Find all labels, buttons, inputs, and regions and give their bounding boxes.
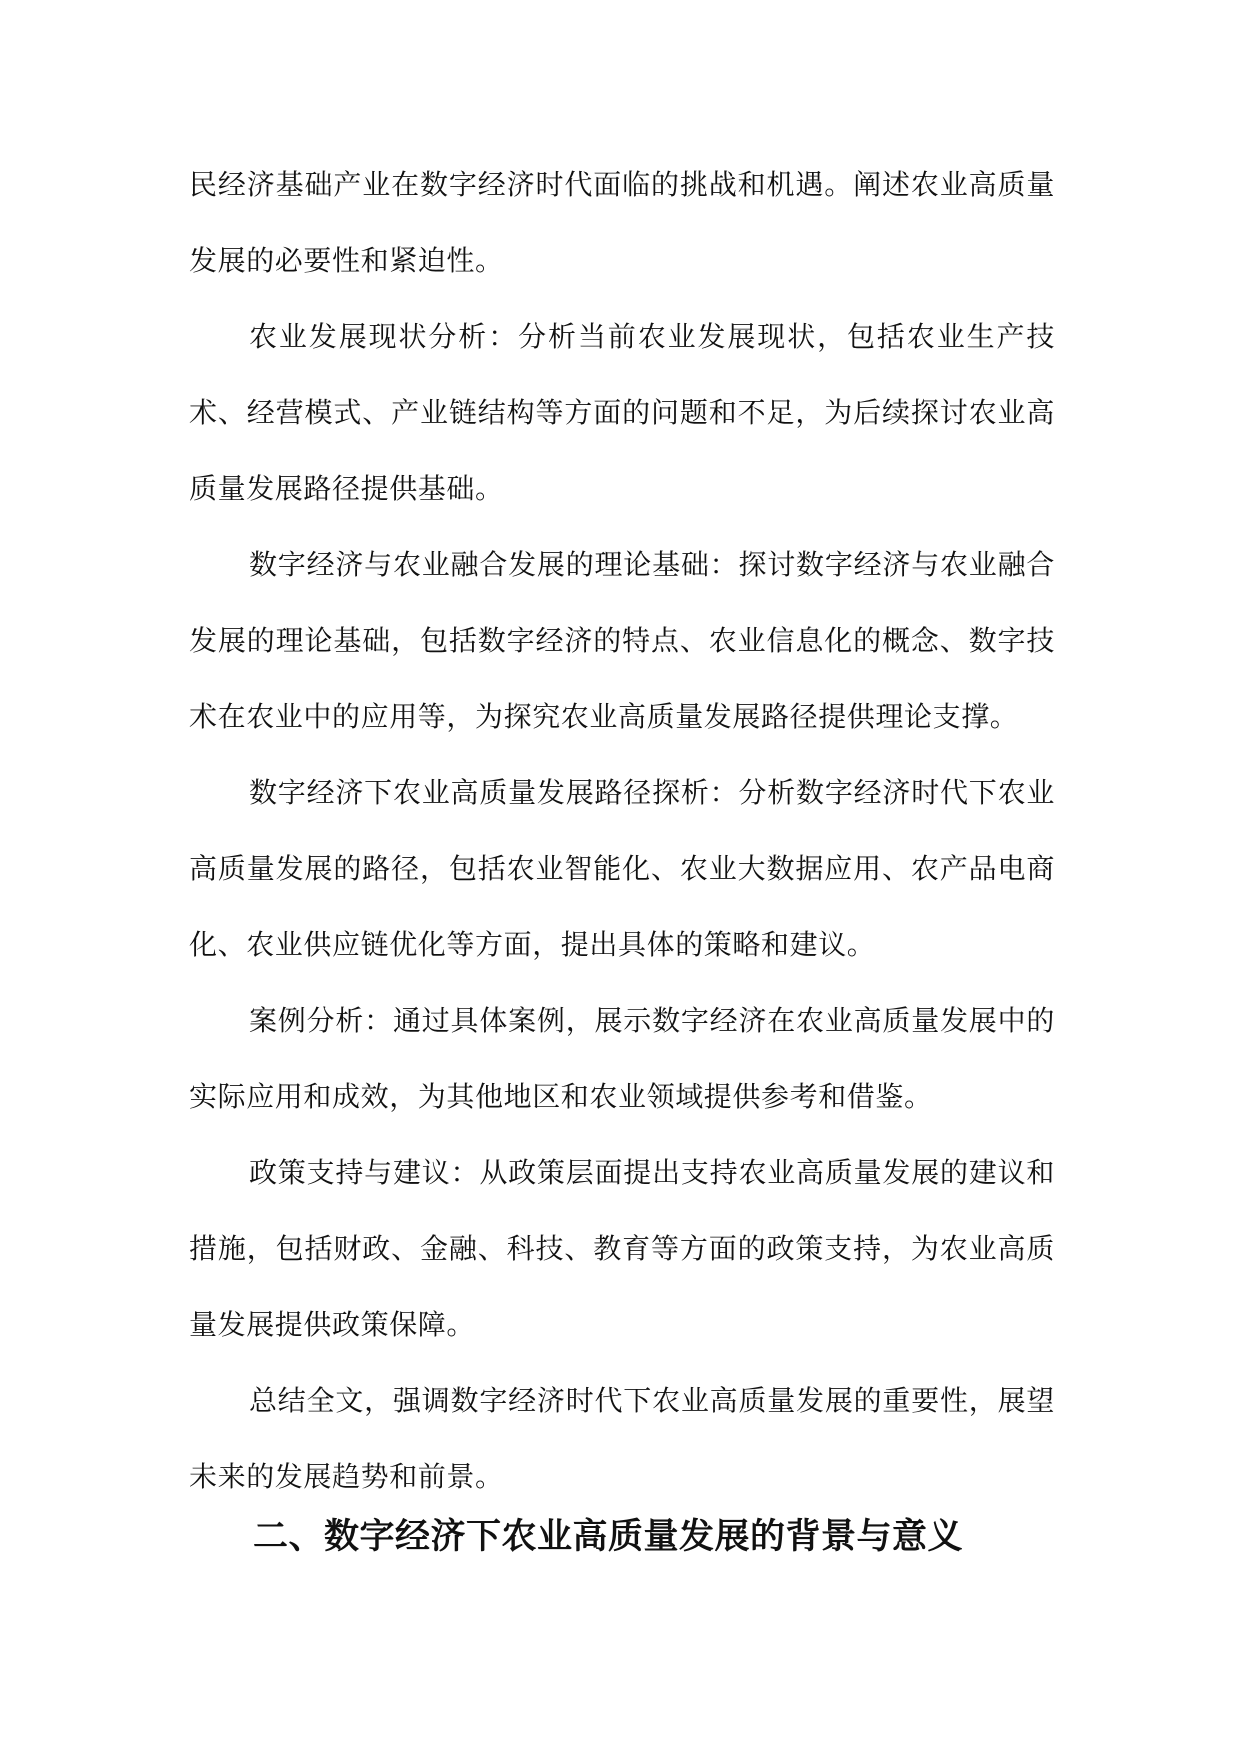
paragraph-case-analysis: 案例分析：通过具体案例，展示数字经济在农业高质量发展中的实际应用和成效，为其他地区和农业领域提供参考和借鉴。 bbox=[189, 1004, 1055, 1113]
paragraph-continuation: 民经济基础产业在数字经济时代面临的挑战和机遇。阐述农业高质量发展的必要性和紧迫性。 bbox=[189, 168, 1055, 277]
paragraph-theoretical-basis: 数字经济与农业融合发展的理论基础：探讨数字经济与农业融合发展的理论基础，包括数字经济的特点、农业信息化的概念、数字技术在农业中的应用等，为探究农业高质量发展路径提供理论支撑。 bbox=[189, 548, 1055, 733]
section-heading: 二、数字经济下农业高质量发展的背景与意义 bbox=[253, 1517, 964, 1557]
paragraph-development-path: 数字经济下农业高质量发展路径探析：分析数字经济时代下农业高质量发展的路径，包括农业智能化、农业大数据应用、农产品电商化、农业供应链优化等方面，提出具体的策略和建议。 bbox=[189, 776, 1055, 961]
body-text bbox=[189, 147, 1055, 1515]
paragraph-policy-support: 政策支持与建议：从政策层面提出支持农业高质量发展的建议和措施，包括财政、金融、科技、教育等方面的政策支持，为农业高质量发展提供政策保障。 bbox=[189, 1156, 1055, 1341]
paragraph-development-status: 农业发展现状分析：分析当前农业发展现状，包括农业生产技术、经营模式、产业链结构等方面的问题和不足，为后续探讨农业高质量发展路径提供基础。 bbox=[189, 320, 1055, 505]
paragraph-conclusion: 总结全文，强调数字经济时代下农业高质量发展的重要性，展望未来的发展趋势和前景。 bbox=[189, 1384, 1055, 1493]
